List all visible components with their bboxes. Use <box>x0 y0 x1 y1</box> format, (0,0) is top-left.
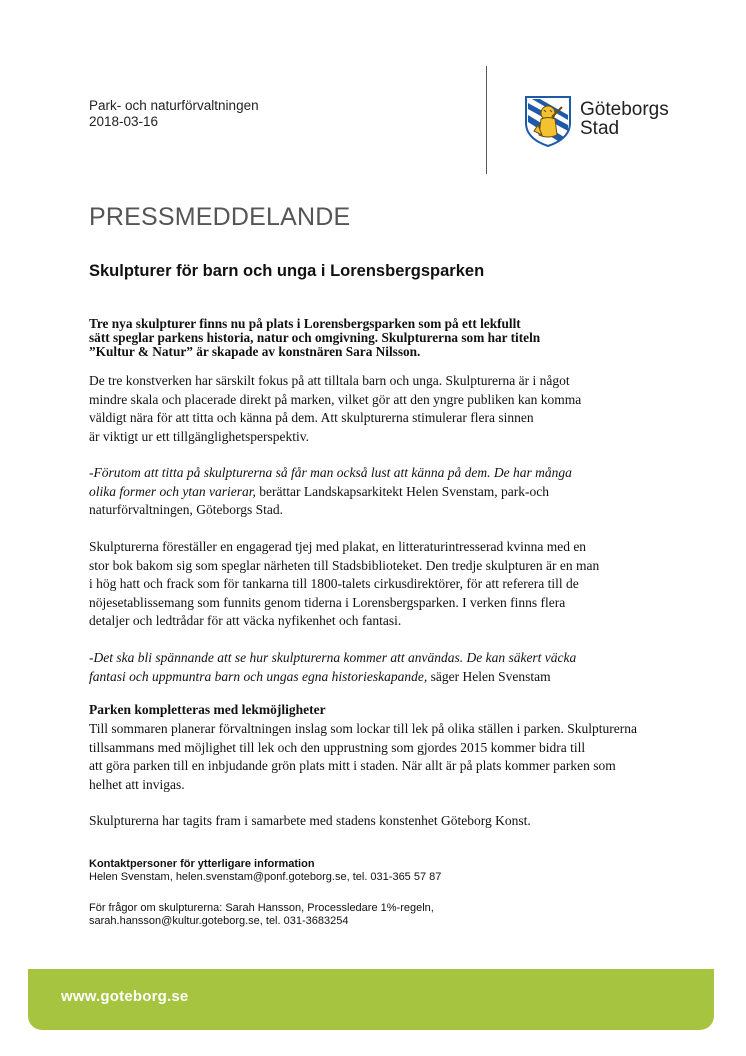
quote-text: -Förutom att titta på skulpturerna så får man också lust att känna på dem. De har många <box>89 465 572 480</box>
header-info <box>89 98 259 130</box>
logo-line-1: Göteborgs <box>580 99 669 120</box>
quote-paragraph-2 <box>89 649 679 686</box>
logo-line-2: Stad <box>580 118 620 139</box>
press-date: 2018-03-16 <box>89 114 159 129</box>
paragraph-line: att göra parken till en inbjudande grön plats mitt i staden. När allt är på plats kommer parken som <box>89 758 616 773</box>
intro-line: sätt speglar parkens historia, natur och omgivning. Skulpturerna som har titeln <box>89 330 541 345</box>
contact-line: sarah.hansson@kultur.goteborg.se, tel. 031-3683254 <box>89 914 349 927</box>
paragraph-line: helhet att invigas. <box>89 776 185 792</box>
attribution-text: säger Helen Svenstam <box>427 668 551 684</box>
body-paragraph-5 <box>89 720 679 794</box>
press-headline: Skulpturer för barn och unga i Lorensbergsparken <box>89 262 485 280</box>
goteborg-logo[interactable] <box>524 95 694 151</box>
paragraph-line: mindre skala och placerade direkt på marken, vilket gör att den yngre publiken kan komma <box>89 391 582 407</box>
quote-paragraph-1 <box>89 464 679 520</box>
header-divider <box>486 66 487 174</box>
body-paragraph-1 <box>89 372 679 446</box>
goteborg-lion-shield-icon <box>524 95 572 147</box>
attribution-text: berättar Landskapsarkitekt Helen Svenstam, park-och <box>255 483 550 499</box>
paragraph-line: detaljer och ledtrådar för att väcka nyfikenhet och fantasi. <box>89 613 402 628</box>
footer-bar <box>28 969 714 1030</box>
contact-line: Helen Svenstam, helen.svenstam@ponf.goteborg.se, tel. 031-365 57 87 <box>89 870 442 883</box>
paragraph-line: nöjesetablissemang som funnits genom tiderna i Lorensbergsparken. I verken finns flera <box>89 594 566 610</box>
paragraph-line: Till sommaren planerar förvaltningen inslag som lockar till lek på olika ställen i parken. Skulpturerna <box>89 721 637 736</box>
paragraph-line: Skulpturerna föreställer en engagerad tjej med plakat, en litteraturintresserad kvinna med en <box>89 539 587 554</box>
intro-line: Tre nya skulpturer finns nu på plats i Lorensbergsparken som på ett lekfullt <box>89 316 521 331</box>
attribution-text: naturförvaltningen, Göteborgs Stad. <box>89 502 283 517</box>
paragraph-line: i hög hatt och frack som för tankarna till 1800-talets cirkusdirektörer, för att referera till de <box>89 576 579 591</box>
contact-block <box>89 858 441 883</box>
body-paragraph-3 <box>89 538 679 631</box>
intro-paragraph <box>89 317 679 359</box>
quote-text: olika former och ytan varierar, <box>89 483 256 499</box>
contact-line: För frågor om skulpturerna: Sarah Hansson, Processledare 1%-regeln, <box>89 902 434 914</box>
quote-text: -Det ska bli spännande att se hur skulpturerna kommer att användas. De kan säkert väcka <box>89 650 577 665</box>
contact-block-2 <box>89 902 434 927</box>
intro-line: ”Kultur & Natur” är skapade av konstnären Sara Nilsson. <box>89 344 421 359</box>
quote-text: fantasi och uppmuntra barn och ungas egna historieskapande, <box>89 668 428 684</box>
department-name: Park- och naturförvaltningen <box>89 98 259 113</box>
contact-title: Kontaktpersoner för ytterligare information <box>89 858 315 870</box>
paragraph-line: är viktigt ur ett tillgänglighetsperspektiv. <box>89 428 309 444</box>
document-type: PRESSMEDDELANDE <box>89 203 351 231</box>
paragraph-line: väldigt nära för att titta och känna på dem. Att skulpturerna stimulerar flera sinnen <box>89 410 534 425</box>
section-subheading: Parken kompletteras med lekmöjligheter <box>89 702 326 717</box>
body-paragraph-6: Skulpturerna har tagits fram i samarbete med stadens konstenhet Göteborg Konst. <box>89 813 531 828</box>
paragraph-line: stor bok bakom sig som speglar närheten till Stadsbiblioteket. Den tredje skulpturen är en man <box>89 557 600 573</box>
paragraph-line: tillsammans med möjlighet till lek och den upprustning som gjordes 2015 kommer bidra till <box>89 739 586 755</box>
paragraph-line: De tre konstverken har särskilt fokus på att tilltala barn och unga. Skulpturerna är i något <box>89 373 570 388</box>
website-link[interactable]: www.goteborg.se <box>61 988 189 1005</box>
